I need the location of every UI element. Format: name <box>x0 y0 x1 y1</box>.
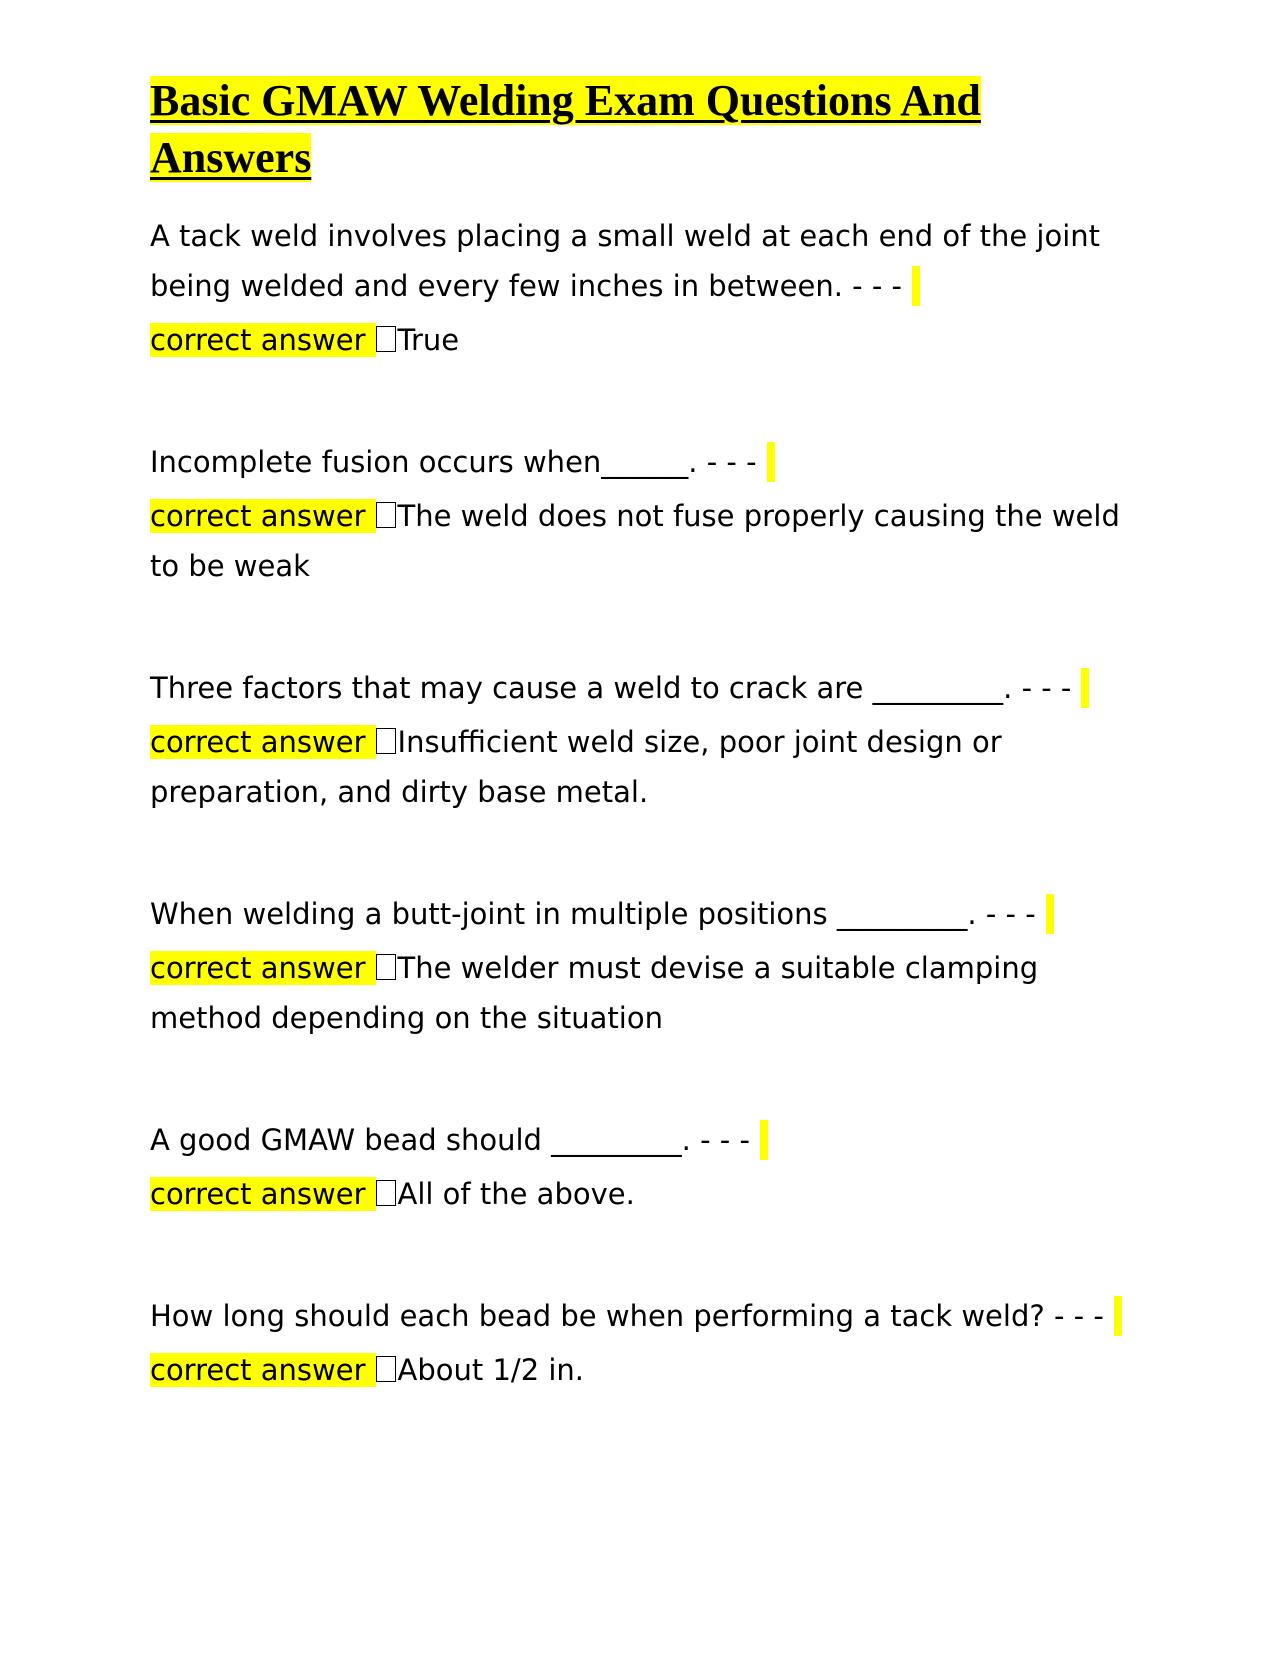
answer-text: correct answer All of the above. <box>150 1177 635 1211</box>
question-text: Three factors that may cause a weld to crack are _________. - - - <box>150 663 1130 713</box>
question-separator: - - - <box>1021 671 1072 705</box>
answer-label: correct answer <box>150 499 376 533</box>
question-separator: - - - <box>1053 1299 1104 1333</box>
question-separator: - - - <box>852 269 902 303</box>
answer-label: correct answer <box>150 725 376 759</box>
qa-item <box>150 1291 1130 1395</box>
question-separator: - - - <box>706 445 757 479</box>
answer-text: correct answer The weld does not fuse properly causing the weld to be weak <box>150 499 1120 583</box>
highlight-marker <box>767 442 775 482</box>
missing-glyph-icon <box>376 728 396 754</box>
qa-item <box>150 889 1130 1043</box>
highlight-marker <box>912 266 920 306</box>
missing-glyph-icon <box>376 1180 396 1206</box>
missing-glyph-icon <box>376 502 396 528</box>
question-separator: - - - <box>985 897 1036 931</box>
missing-glyph-icon <box>376 954 396 980</box>
question-text: A tack weld involves placing a small weld at each end of the joint being welded and every few inches in between. - - - <box>150 211 1130 311</box>
question-text: When welding a butt-joint in multiple positions _________. - - - <box>150 889 1130 939</box>
question-text: A good GMAW bead should _________. - - - <box>150 1115 1130 1165</box>
answer-text: correct answer About 1/2 in. <box>150 1353 585 1387</box>
question-text: Incomplete fusion occurs when______. - - - <box>150 437 1130 487</box>
highlight-marker <box>1081 668 1089 708</box>
qa-item <box>150 1115 1130 1219</box>
question-text: How long should each bead be when performing a tack weld? - - - <box>150 1291 1130 1341</box>
answer-label: correct answer <box>150 1177 376 1211</box>
document-page <box>150 72 1130 1395</box>
question-separator: - - - <box>700 1123 750 1157</box>
title-highlight: Basic GMAW Welding Exam Questions And Answers <box>150 76 981 182</box>
qa-item <box>150 211 1130 365</box>
qa-item <box>150 663 1130 817</box>
missing-glyph-icon <box>376 1356 396 1382</box>
answer-text: correct answer True <box>150 323 460 357</box>
document-title <box>150 72 1130 186</box>
highlight-marker <box>1114 1296 1122 1336</box>
answer-label: correct answer <box>150 1353 376 1387</box>
highlight-marker <box>760 1120 768 1160</box>
highlight-marker <box>1046 894 1054 934</box>
qa-item <box>150 437 1130 591</box>
answer-text: correct answer Insufficient weld size, poor joint design or preparation, and dirty base metal. <box>150 725 1002 809</box>
answer-label: correct answer <box>150 323 376 357</box>
answer-text: correct answer The welder must devise a suitable clamping method depending on the situation <box>150 951 1039 1035</box>
missing-glyph-icon <box>376 326 396 352</box>
answer-label: correct answer <box>150 951 376 985</box>
